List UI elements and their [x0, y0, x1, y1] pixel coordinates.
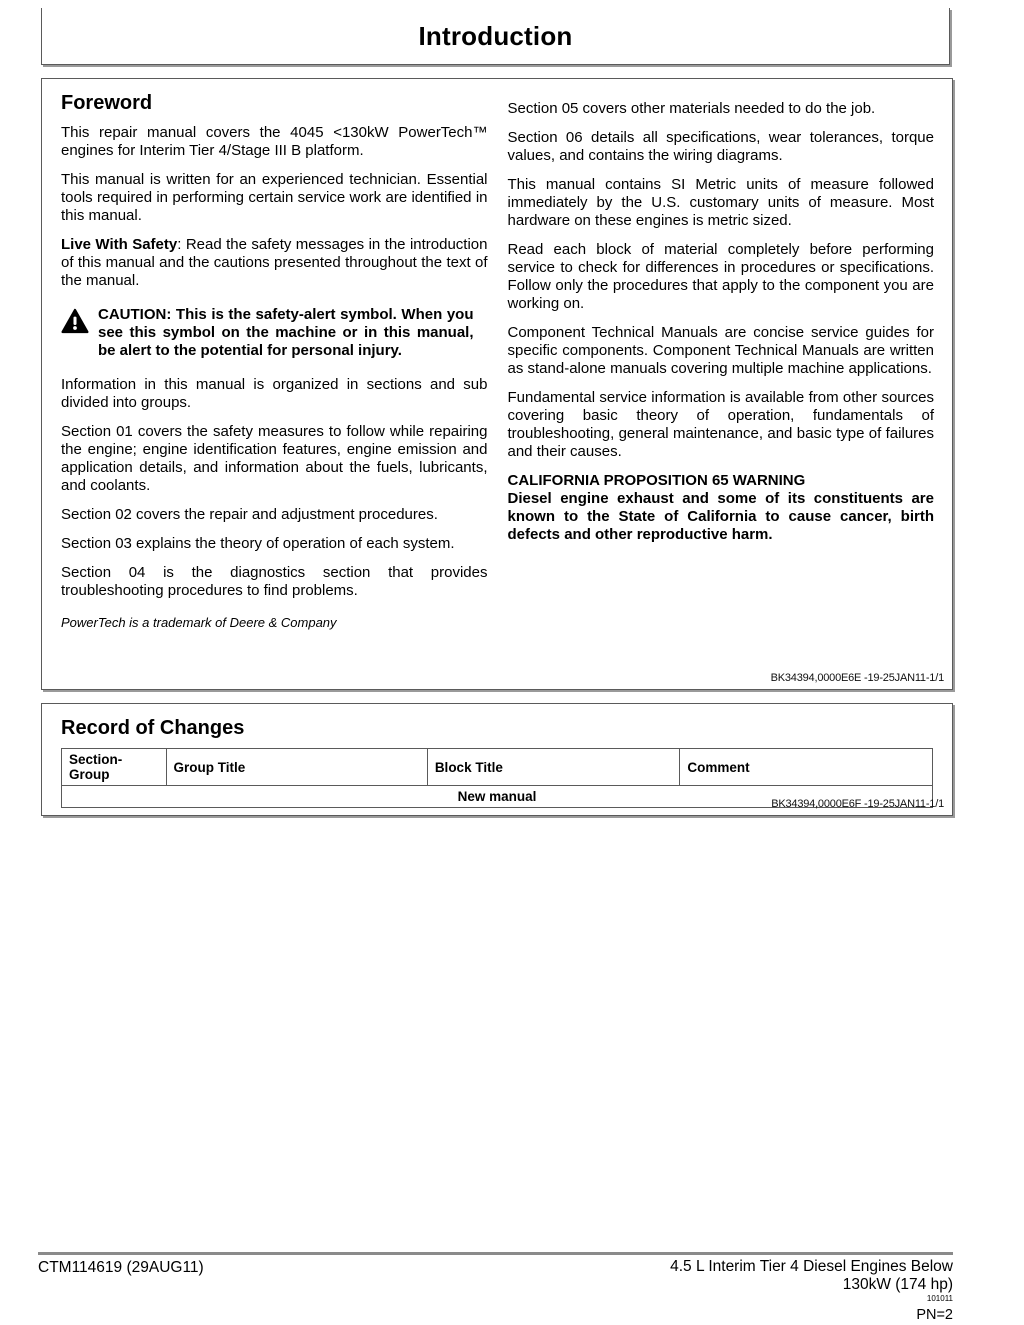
- caution-block: [61, 306, 488, 360]
- paragraph: Component Technical Manuals are concise service guides for specific components. Component Technical Manuals are written as stand-alone manuals covering multiple machine applications.: [507, 324, 934, 377]
- paragraph: Information in this manual is organized in sections and sub divided into groups.: [61, 376, 488, 411]
- foreword-heading: Foreword: [61, 92, 153, 114]
- footer-manual-title: [670, 1258, 953, 1324]
- page-title: Introduction: [418, 20, 573, 51]
- footer-title-line1: 4.5 L Interim Tier 4 Diesel Engines Below: [670, 1258, 953, 1275]
- column-header: Block Title: [427, 749, 680, 786]
- prop65-warning: [508, 472, 935, 544]
- paragraph: Section 05 covers other materials needed to do the job.: [507, 100, 876, 117]
- paragraph: This repair manual covers the 4045 <130kW PowerTech™ engines for Interim Tier 4/Stage III B platform.: [61, 124, 488, 159]
- foreword-section: [41, 78, 953, 690]
- paragraph: Section 04 is the diagnostics section that provides troubleshooting procedures to find problems.: [61, 564, 488, 599]
- paragraph: Section 02 covers the repair and adjustment procedures.: [61, 506, 438, 523]
- trademark-note: PowerTech is a trademark of Deere & Company: [61, 615, 337, 630]
- paragraph: Section 06 details all specifications, wear tolerances, torque values, and contains the wiring diagrams.: [507, 129, 934, 164]
- live-with-safety-rest: : Read the safety messages in the introduction of this manual and the cautions presented throughout the text of the manual.: [61, 236, 488, 289]
- prop65-body: Diesel engine exhaust and some of its constituents are known to the State of California to cause cancer, birth defects and other reproductive harm.: [507, 490, 934, 543]
- paragraph: Section 01 covers the safety measures to follow while repairing the engine; engine identification features, engine emission and application details, and information about the fuels, lubricants, and coolants.: [61, 423, 488, 494]
- table-header-row: [62, 749, 933, 786]
- live-with-safety-lead: Live With Safety: [61, 236, 178, 253]
- footer-title-line2: 130kW (174 hp): [842, 1276, 953, 1293]
- paragraph: Section 03 explains the theory of operation of each system.: [61, 535, 455, 552]
- live-with-safety-paragraph: [61, 236, 488, 290]
- paragraph: This manual contains SI Metric units of measure followed immediately by the U.S. customary units of measure. Most hardware on these engines is metric sized.: [507, 176, 934, 229]
- prop65-title: CALIFORNIA PROPOSITION 65 WARNING: [507, 472, 806, 489]
- column-header: Section-Group: [62, 749, 167, 786]
- record-of-changes-heading: Record of Changes: [61, 717, 245, 739]
- footer-document-code: CTM114619 (29AUG11): [38, 1259, 204, 1276]
- paragraph: Read each block of material completely before performing service to check for differences in procedures or specifications. Follow only the procedures that apply to the component you are working on.: [507, 241, 934, 312]
- caution-text: CAUTION: This is the safety-alert symbol. When you see this symbol on the machine or in this manual, be alert to the potential for personal injury.: [98, 306, 474, 359]
- foreword-left-column: [61, 91, 488, 632]
- paragraph: Fundamental service information is available from other sources covering basic theory of operation, fundamentals of troubleshooting, general maintenance, and basic type of failures and their causes.: [507, 389, 934, 460]
- footer-divider: [38, 1252, 953, 1255]
- column-header: Group Title: [166, 749, 427, 786]
- block-reference: BK34394,0000E6E -19-25JAN11-1/1: [770, 672, 944, 684]
- footer-page-number: PN=2: [916, 1307, 953, 1323]
- column-header: Comment: [680, 749, 933, 786]
- record-of-changes-section: [41, 703, 953, 816]
- paragraph: This manual is written for an experienced technician. Essential tools required in performing certain service work are identified in this manual.: [61, 171, 488, 224]
- foreword-columns: [61, 91, 934, 632]
- title-banner: [41, 8, 950, 65]
- foreword-right-column: [508, 91, 935, 632]
- table-cell-new-manual: New manual: [62, 786, 933, 808]
- safety-alert-icon: [61, 306, 91, 360]
- footer-print-code: 101011: [926, 1294, 953, 1303]
- block-reference: BK34394,0000E6F -19-25JAN11-1/1: [771, 798, 944, 810]
